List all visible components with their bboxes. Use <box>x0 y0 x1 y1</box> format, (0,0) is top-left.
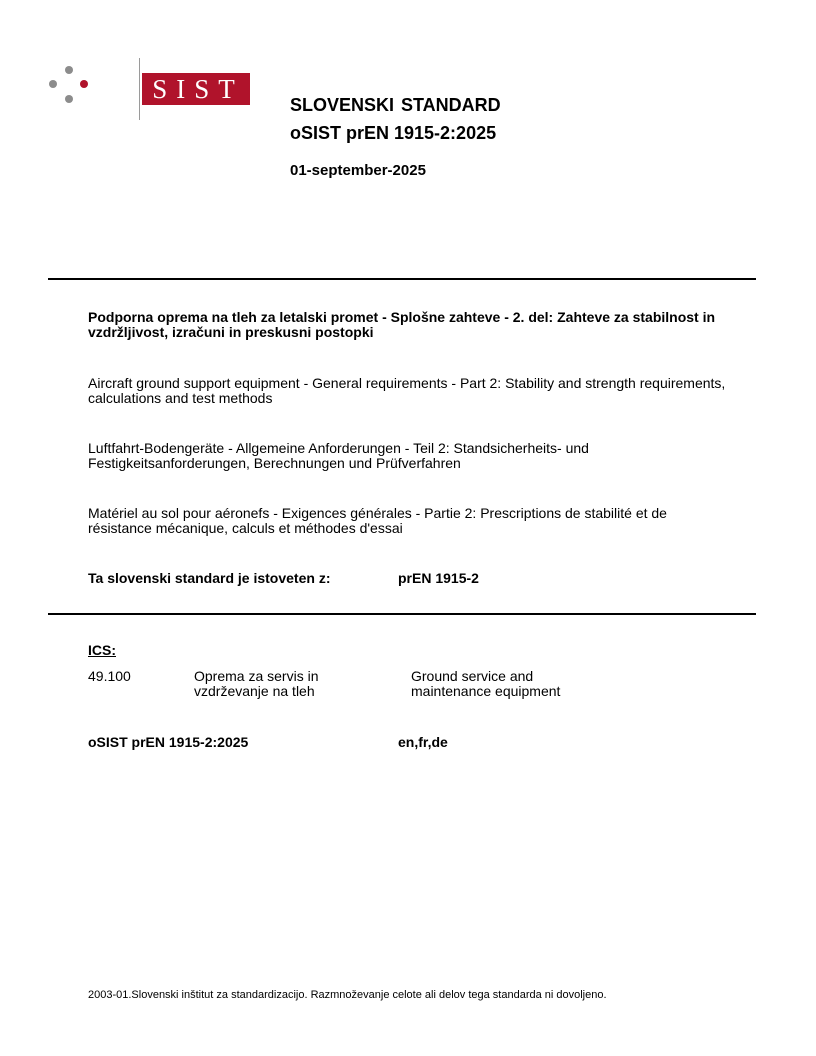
title-english: Aircraft ground support equipment - General requirements - Part 2: Stability and strength requirements, calculations and test methods <box>88 375 726 406</box>
divider-top <box>48 278 756 280</box>
identity-value: prEN 1915-2 <box>398 570 479 586</box>
title-german: Luftfahrt-Bodengeräte - Allgemeine Anforderungen - Teil 2: Standsicherheits- und Festigkeitsanforderungen, Berechnungen und Prüfverfahren <box>88 440 589 471</box>
logo-wordmark: SIST <box>142 73 250 105</box>
standard-code-heading: oSIST prEN 1915-2:2025 <box>290 123 497 143</box>
document-languages: en,fr,de <box>398 734 448 750</box>
ics-heading: ICS: <box>88 642 116 658</box>
logo-dot-icon <box>65 66 73 74</box>
publication-date: 01-september-2025 <box>290 162 426 179</box>
logo-divider <box>139 58 140 120</box>
document-code: oSIST prEN 1915-2:2025 <box>88 734 249 750</box>
title-french: Matériel au sol pour aéronefs - Exigences générales - Partie 2: Prescriptions de stabilité et de résistance mécanique, calculs et méthodes d'essai <box>88 505 667 536</box>
ics-description-en: Ground service and maintenance equipment <box>411 668 561 699</box>
identity-label: Ta slovenski standard je istoveten z: <box>88 570 331 586</box>
divider-bottom <box>48 613 756 615</box>
copyright-footer: 2003-01.Slovenski inštitut za standardizacijo. Razmnoževanje celote ali delov tega standarda ni dovoljeno. <box>88 989 607 1001</box>
ics-code: 49.100 <box>88 668 131 684</box>
standard-type-heading: SLOVENSKI STANDARD <box>290 95 501 115</box>
logo-dot-icon <box>65 95 73 103</box>
title-slovenian: Podporna oprema na tleh za letalski promet - Splošne zahteve - 2. del: Zahteve za stabilnost in vzdržljivost, izračuni in preskusni postopki <box>88 309 716 340</box>
ics-description-sl: Oprema za servis in vzdrževanje na tleh <box>194 668 319 699</box>
logo-dot-icon <box>80 80 88 88</box>
logo-dot-icon <box>49 80 57 88</box>
sist-logo <box>46 62 244 120</box>
